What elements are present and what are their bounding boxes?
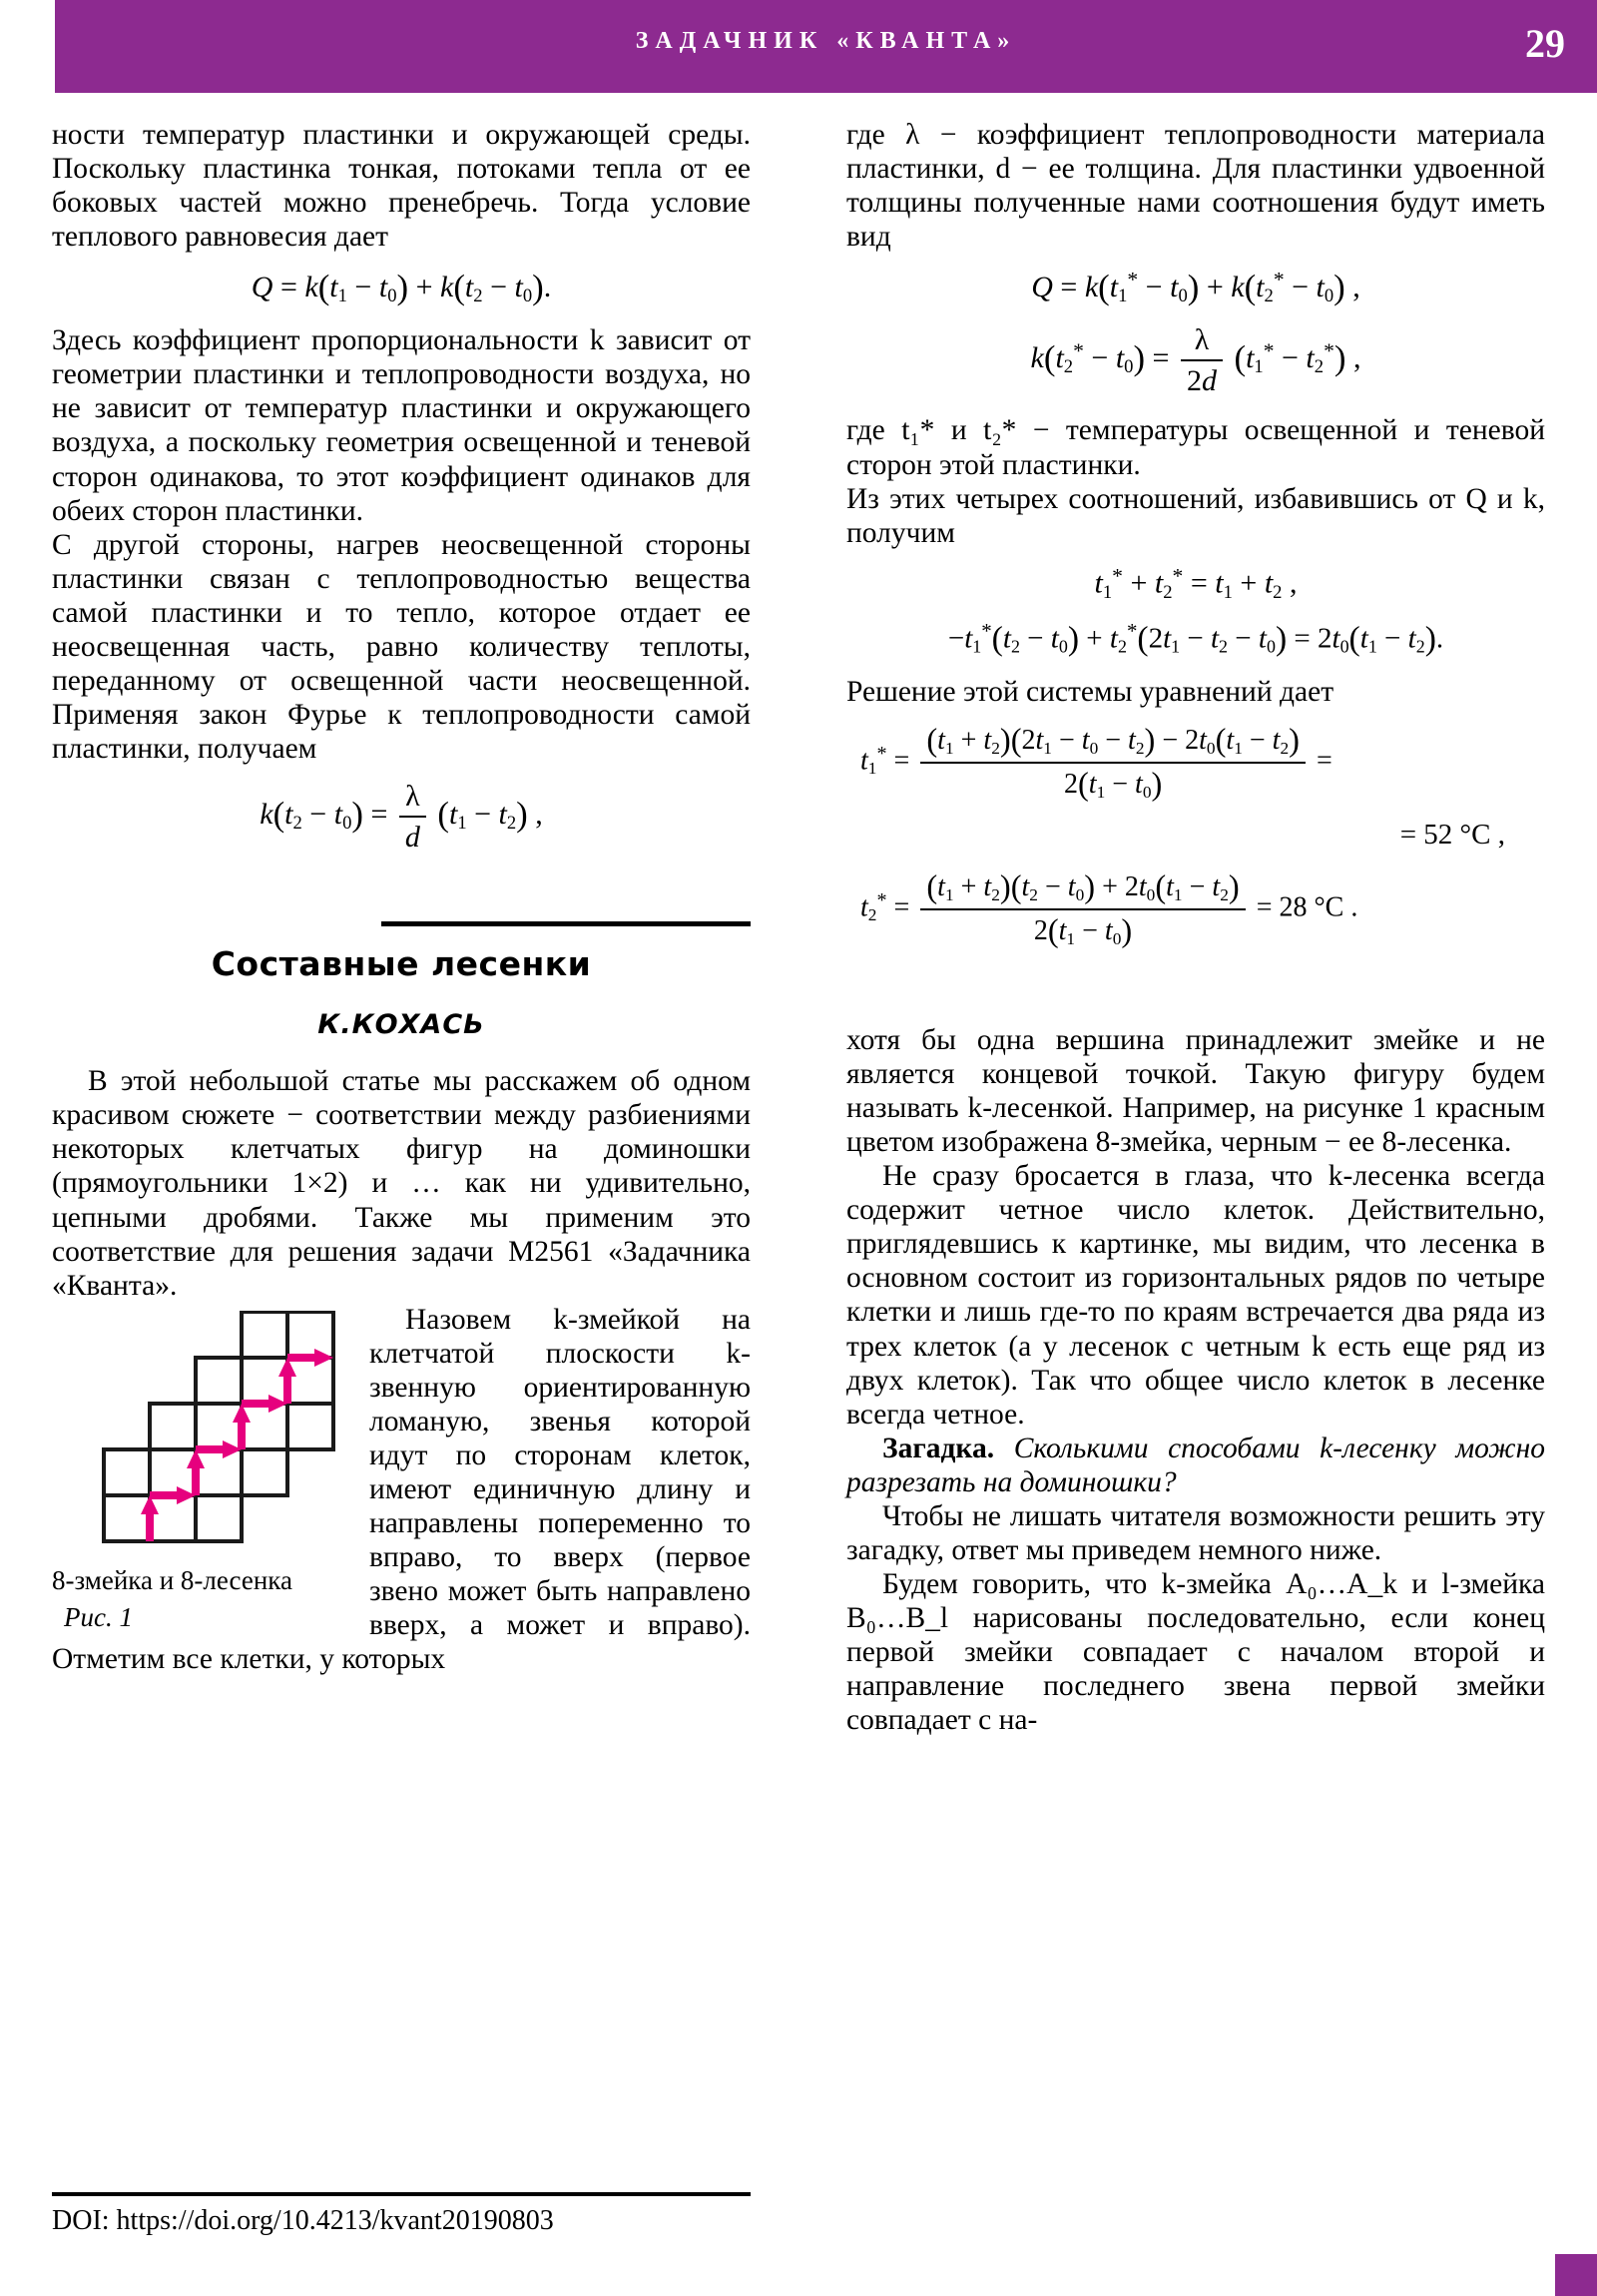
equation-q-definition: $Q = k(t_1 - t_0) + k(t_2 - t_0)$. bbox=[251, 268, 552, 307]
article-divider-rule bbox=[381, 921, 751, 926]
page-header-title: ЗАДАЧНИК «КВАНТА» bbox=[635, 28, 1017, 54]
equation-second-relation: $-t_1^*(t_2 - t_0) + t_2^*(2t_1 - t_2 - t_0) = 2t_0(t_1 - t_2)$. bbox=[947, 619, 1444, 658]
figure-caption: 8-змейка и 8-лесенка bbox=[52, 1564, 292, 1595]
footer-doi-block bbox=[52, 2192, 751, 2237]
right-paragraph-1: где λ − коэффициент теплопроводности материала пластинки, d − ее толщина. Для пластинки удвоенной толщины полученные нами соотношения будут иметь вид bbox=[846, 119, 1545, 254]
right-paragraph-3: Из этих четырех соотношений, избавившись от Q и k, получим bbox=[846, 482, 1545, 549]
right-paragraph-4: Решение этой системы уравнений дает bbox=[846, 676, 1334, 709]
left-paragraph-2: Здесь коэффициент пропорциональности k зависит от геометрии пластинки и теплопроводности воздуха, но не зависит от температур пластинки и окружающего воздуха, а поскольку геометрия освещенной и теневой сторон одинакова, то этот коэффициент одинаков для обеих сторон пластинки. bbox=[52, 324, 751, 527]
equation-fourier-law: $k(t_2 - t_0)$ = $\frac{\lambda}{d}$ $(t_1 - t_2)$ , bbox=[260, 780, 543, 854]
article-author: К.КОХАСЬ bbox=[317, 1009, 485, 1041]
equation-solution-t1-result: = 52 °C , bbox=[1399, 818, 1505, 851]
right-column bbox=[846, 118, 1545, 1737]
article-left-paragraph-1: В этой небольшой статье мы расскажем об одном красивом сюжете − соответствии между разбиениями некоторых клетчатых фигур на доминошки (прямоугольники 1×2) и … как ни удивительно, цепными дробями. Также мы применим это соответствие для решения задачи М2561 «Задачника «Кванта». bbox=[52, 1065, 751, 1302]
article-right-paragraph-1: хотя бы одна вершина принадлежит змейке и не является концевой точкой. Такую фигуру будем называть k-лесенкой. Например, на рисунке 1 красным цветом изображена 8-змейка, черным − ее 8-лесенка. bbox=[846, 1023, 1545, 1159]
article-left-paragraph-2: Назовем k-змейкой на клетчатой плоскости k-звенную ориентированную ломаную, звенья которой идут по сторонам клеток, имеют единичную длину и направлены попеременно то вправо, то вверх (первое звено может быть направлено вверх, а может и вправо). Отметим все клетки, у которых bbox=[52, 1303, 751, 1676]
equation-solution-t2: $t_2^*$ = $\frac{(t_1 + t_2)(t_2 - t_0) + 2t_0(t_1 - t_2)}{2(t_1 - t_0)}$ = 28 °C . bbox=[860, 869, 1358, 949]
snake-path-arrows bbox=[141, 1349, 333, 1541]
footer-rule bbox=[52, 2192, 751, 2196]
figure-1 bbox=[52, 1311, 351, 1633]
left-paragraph-1: ности температур пластинки и окружающей среды. Поскольку пластинка тонкая, потоками тепла от ее боковых частей можно пренебречь. Тогда условие теплового равновесия дает bbox=[52, 119, 751, 254]
equation-solution-t1: $t_1^*$ = $\frac{(t_1 + t_2)(2t_1 - t_0 - t_2) - 2t_0(t_1 - t_2)}{2(t_1 - t_0)}$ = bbox=[860, 723, 1332, 803]
article-riddle-paragraph bbox=[846, 1432, 1545, 1499]
equation-sum-temperatures: $t_1^* + t_2^* = t_1 + t_2$ , bbox=[1094, 563, 1298, 603]
corner-marker bbox=[1555, 2254, 1597, 2296]
left-paragraph-3: С другой стороны, нагрев неосвещенной стороны пластинки связан с теплопроводностью вещества самой пластинки и то тепло, которое отдает ее неосвещенная часть, равно количеству теплоты, переданному от освещенной части неосвещенной. Применяя закон Фурье к теплопроводности самой пластинки, получаем bbox=[52, 528, 751, 766]
snake-ladder-diagram bbox=[52, 1311, 351, 1555]
riddle-text: Сколькими способами k-лесенку можно разрезать на доминошки? bbox=[846, 1432, 1545, 1498]
figure-number: Рис. 1 bbox=[64, 1601, 133, 1632]
equation-solution-t2-result: = 28 °C . bbox=[1256, 891, 1358, 923]
equation-fourier-doubled: $k(t_2^* - t_0)$ = $\frac{\lambda}{2d}$ $(t_1^* - t_2^*)$ , bbox=[1030, 323, 1361, 397]
page-number: 29 bbox=[1525, 21, 1565, 66]
right-paragraph-2: где t₁* и t₂* − температуры освещенной и теневой сторон этой пластинки. bbox=[846, 414, 1545, 481]
grid-cells bbox=[104, 1312, 333, 1541]
page-header-band bbox=[55, 0, 1597, 93]
riddle-label: Загадка. bbox=[882, 1432, 995, 1464]
article-right-paragraph-3: Чтобы не лишать читателя возможности решить эту загадку, ответ мы приведем немного ниже. bbox=[846, 1499, 1545, 1566]
equation-q-doubled: $Q = k(t_1^* - t_0) + k(t_2^* - t_0)$ , bbox=[1031, 268, 1360, 307]
article-right-paragraph-4: Будем говорить, что k-змейка A₀…A_k и l-змейка B₀…B_l нарисованы последовательно, если конец первой змейки совпадает с началом второй и направление последнего звена первой змейки совпадает с на- bbox=[846, 1567, 1545, 1737]
article-title: Составные лесенки bbox=[211, 944, 592, 984]
article-right-paragraph-2: Не сразу бросается в глаза, что k-лесенка всегда содержит четное число клеток. Действительно, приглядевшись к картинке, мы видим, что лесенка в основном состоит из горизонтальных рядов по четыре клетки и лишь где-то по краям встречается два ряда из трех клеток (а у лесенок с четным k есть еще ряд из двух клеток). Так что общее число клеток в лесенке всегда четное. bbox=[846, 1160, 1545, 1431]
left-column bbox=[52, 118, 751, 1676]
doi-text: DOI: https://doi.org/10.4213/kvant20190803 bbox=[52, 2205, 554, 2236]
